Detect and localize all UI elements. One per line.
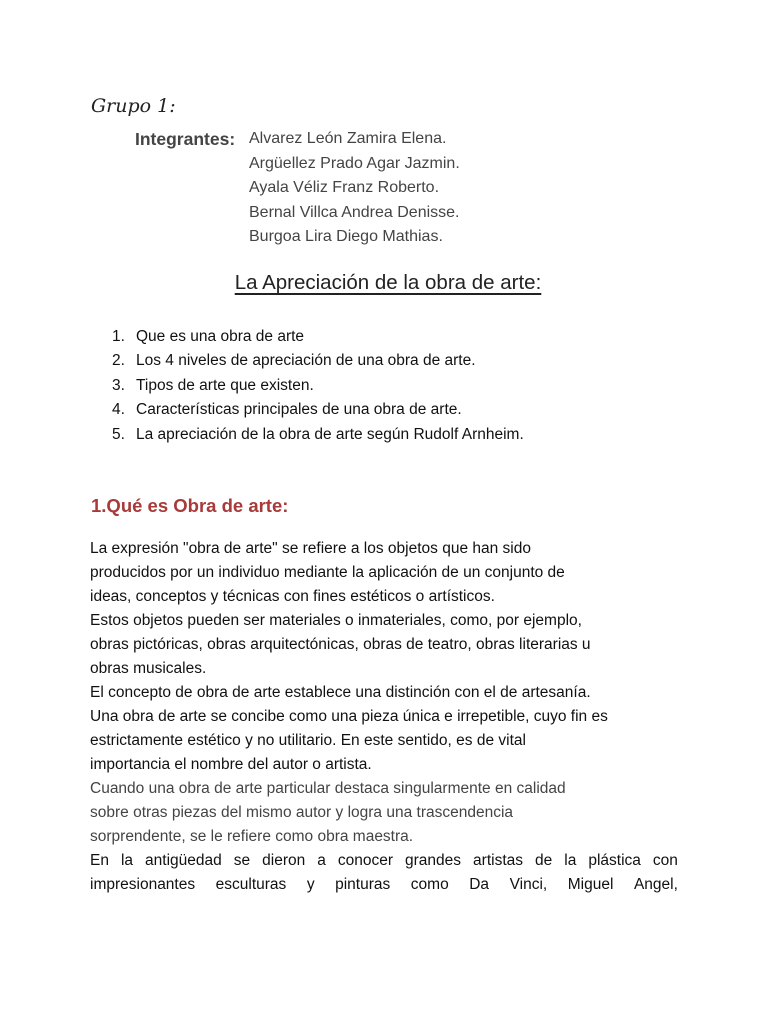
members-label-spacer — [135, 152, 249, 177]
body-line: estrictamente estético y no utilitario. En este sentido, es de vital — [90, 732, 526, 749]
body-line: importancia el nombre del autor o artista. — [90, 756, 372, 773]
toc-number: 3. — [112, 376, 125, 394]
toc-item — [112, 423, 524, 447]
table-of-contents — [112, 325, 524, 447]
body-line: La expresión "obra de arte" se refiere a los objetos que han sido — [90, 540, 531, 557]
toc-item — [112, 349, 524, 373]
toc-text: La apreciación de la obra de arte según Rudolf Arnheim. — [136, 425, 524, 443]
justified-word: Miguel — [567, 876, 614, 893]
justified-word: pinturas — [335, 876, 391, 893]
toc-text: Los 4 niveles de apreciación de una obra de arte. — [136, 352, 476, 370]
members-label-spacer — [135, 176, 249, 201]
justified-word: con — [652, 852, 678, 869]
toc-text: Características principales de una obra de arte. — [136, 401, 462, 419]
justified-word: de — [535, 852, 553, 869]
justified-word: plástica — [588, 852, 641, 869]
justified-word: En — [90, 852, 109, 869]
member-name: Bernal Villca Andrea Denisse. — [249, 203, 460, 221]
toc-item — [112, 325, 524, 349]
toc-text: Tipos de arte que existen. — [136, 376, 314, 394]
justified-word: Da — [469, 876, 490, 893]
justified-word: Angel, — [633, 876, 678, 893]
body-line: producidos por un individuo mediante la aplicación de un conjunto de — [90, 564, 565, 581]
toc-number: 2. — [112, 352, 125, 370]
body-line: Estos objetos pueden ser materiales o inmateriales, como, por ejemplo, — [90, 612, 582, 629]
toc-number: 4. — [112, 401, 125, 419]
members-label-spacer — [135, 201, 249, 226]
justified-word: grandes — [405, 852, 462, 869]
toc-item — [112, 398, 524, 422]
members-row — [135, 127, 460, 152]
justified-word: la — [564, 852, 577, 869]
section-heading: 1.Qué es Obra de arte: — [91, 495, 289, 516]
section-body — [90, 537, 678, 897]
justified-word: como — [410, 876, 449, 893]
body-line-gray: Cuando una obra de arte particular destaca singularmente en calidad — [90, 780, 566, 797]
members-row — [135, 201, 460, 226]
members-row — [135, 225, 460, 250]
body-line: ideas, conceptos y técnicas con fines estéticos o artísticos. — [90, 588, 495, 605]
justified-word: Vinci, — [509, 876, 548, 893]
members-label: Integrantes: — [135, 129, 236, 149]
toc-number: 1. — [112, 328, 125, 345]
toc-item — [112, 374, 524, 398]
body-line-gray: sorprendente, se le refiere como obra maestra. — [90, 828, 414, 845]
justified-word: dieron — [262, 852, 306, 869]
justified-word: la — [120, 852, 134, 869]
body-line-justified — [90, 873, 678, 897]
members-label-spacer — [135, 225, 249, 250]
justified-word: se — [233, 852, 251, 869]
body-line: Una obra de arte se concibe como una pieza única e irrepetible, cuyo fin es — [90, 708, 608, 725]
member-name: Alvarez León Zamira Elena. — [249, 130, 447, 147]
justified-word: artistas — [473, 852, 523, 869]
members-block — [135, 127, 460, 250]
body-line: obras pictóricas, obras arquitectónicas, obras de teatro, obras literarias u — [90, 636, 591, 653]
members-row — [135, 176, 460, 201]
justified-word: esculturas — [215, 876, 287, 893]
justified-word: a — [317, 852, 326, 869]
toc-number: 5. — [112, 425, 125, 443]
justified-word: impresionantes — [90, 876, 196, 893]
members-row — [135, 152, 460, 177]
justified-word: antigüedad — [145, 852, 222, 869]
document-title: La Apreciación de la obra de arte: — [234, 271, 542, 294]
body-line-gray: sobre otras piezas del mismo autor y logra una trascendencia — [90, 804, 514, 821]
member-name: Ayala Véliz Franz Roberto. — [249, 179, 440, 196]
body-line: obras musicales. — [90, 660, 207, 677]
body-line-justified — [90, 849, 678, 873]
group-title: Grupo 1: — [91, 95, 176, 117]
toc-text: Que es una obra de arte — [136, 328, 305, 345]
body-line: El concepto de obra de arte establece una distinción con el de artesanía. — [90, 684, 591, 701]
justified-word: y — [306, 876, 315, 893]
justified-word: conocer — [337, 852, 394, 869]
member-name: Argüellez Prado Agar Jazmin. — [249, 154, 460, 172]
member-name: Burgoa Lira Diego Mathias. — [249, 228, 443, 245]
